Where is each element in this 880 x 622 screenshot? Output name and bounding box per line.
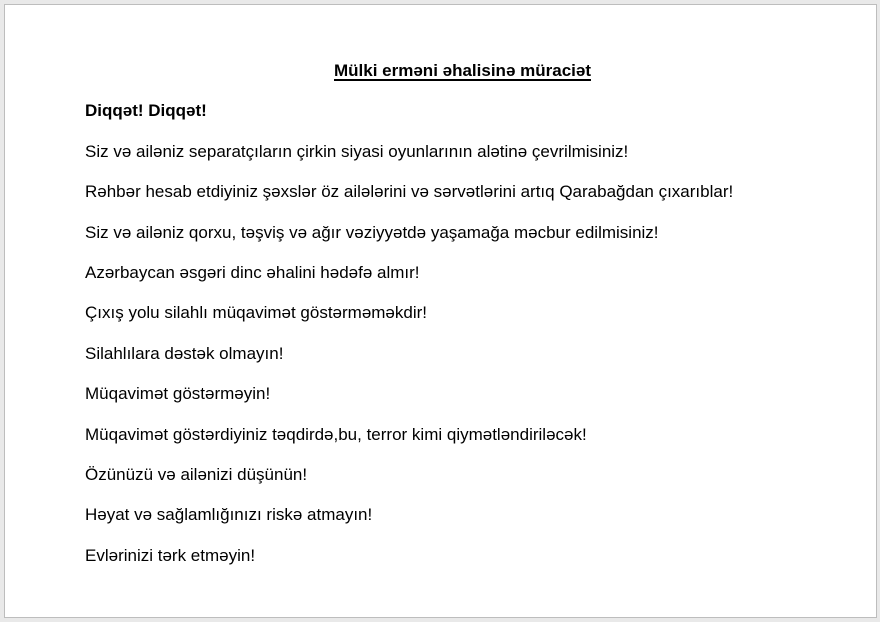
body-paragraph: Çıxış yolu silahlı müqavimət göstərməməkdir! bbox=[85, 303, 428, 323]
document-content bbox=[5, 5, 876, 566]
body-paragraph: Özünüzü və ailənizi düşünün! bbox=[85, 464, 308, 484]
body-paragraph: Siz və ailəniz qorxu, təşviş və ağır vəziyyətdə yaşamağa məcbur edilmisiniz! bbox=[85, 222, 659, 242]
body-paragraph: Rəhbər hesab etdiyiniz şəxslər öz ailələrini və sərvətlərini artıq Qarabağdan çıxarıblar! bbox=[85, 182, 734, 202]
document-body bbox=[85, 142, 840, 566]
body-paragraph: Müqavimət göstərməyin! bbox=[85, 384, 271, 404]
document-page bbox=[4, 4, 877, 618]
body-paragraph: Həyat və sağlamlığınızı riskə atmayın! bbox=[85, 505, 373, 525]
attention-line: Diqqət! Diqqət! bbox=[85, 101, 207, 121]
body-paragraph: Azərbaycan əsgəri dinc əhalini hədəfə almır! bbox=[85, 262, 420, 282]
body-paragraph: Müqavimət göstərdiyiniz təqdirdə,bu, terror kimi qiymətləndiriləcək! bbox=[85, 424, 587, 444]
document-title: Mülki erməni əhalisinə müraciət bbox=[334, 61, 591, 80]
body-paragraph: Siz və ailəniz separatçıların çirkin siyasi oyunlarının alətinə çevrilmisiniz! bbox=[85, 141, 629, 161]
body-paragraph: Silahlılara dəstək olmayın! bbox=[85, 343, 284, 363]
body-paragraph: Evlərinizi tərk etməyin! bbox=[85, 545, 256, 565]
